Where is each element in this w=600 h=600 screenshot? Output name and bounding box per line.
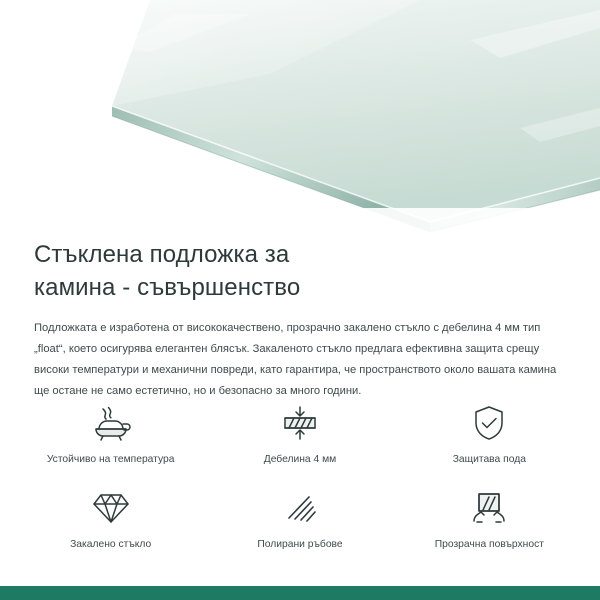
heat-resistant-icon xyxy=(90,402,132,444)
description-paragraph: Подложката е изработена от висококачествено, прозрачно закалено стъкло с дебелина 4 мм тип „float“, което осигурява елегантен блясък. Закаленото стъкло предлага ефективна защита срещу високи температури и механични повреди, като гарантира, че пространството около вашата камина ще остане не само естетично, но и безопасно за много години. xyxy=(34,322,557,397)
feature-label: Прозрачна повърхност xyxy=(434,539,544,550)
bottom-accent-bar xyxy=(0,586,600,600)
shield-check-icon xyxy=(468,402,510,444)
transparent-surface-icon xyxy=(468,487,510,529)
feature-label: Закалено стъкло xyxy=(70,539,152,550)
diamond-icon xyxy=(90,487,132,529)
thickness-4mm-icon xyxy=(279,402,321,444)
feature-item-floor-protection xyxy=(395,398,584,483)
page-title xyxy=(0,238,600,304)
content-block xyxy=(0,238,600,402)
feature-label: Защитава пода xyxy=(452,454,526,465)
feature-item-heat-resistant xyxy=(16,398,205,483)
polished-edges-icon xyxy=(279,487,321,529)
feature-item-transparent-surface xyxy=(395,483,584,568)
feature-item-thickness xyxy=(205,398,394,483)
glass-sheet-svg xyxy=(0,0,600,238)
feature-item-polished-edges xyxy=(205,483,394,568)
headline-line-1: Стъклена подложка за xyxy=(34,241,290,268)
feature-item-tempered-glass xyxy=(16,483,205,568)
feature-label: Устойчиво на температура xyxy=(46,454,175,465)
feature-label: Полирани ръбове xyxy=(257,539,343,550)
glass-sheet-illustration xyxy=(0,0,600,238)
hero-image xyxy=(0,0,600,238)
headline-line-2: камина - съвършенство xyxy=(34,274,301,301)
feature-label: Дебелина 4 мм xyxy=(263,454,337,465)
feature-grid xyxy=(0,398,600,568)
